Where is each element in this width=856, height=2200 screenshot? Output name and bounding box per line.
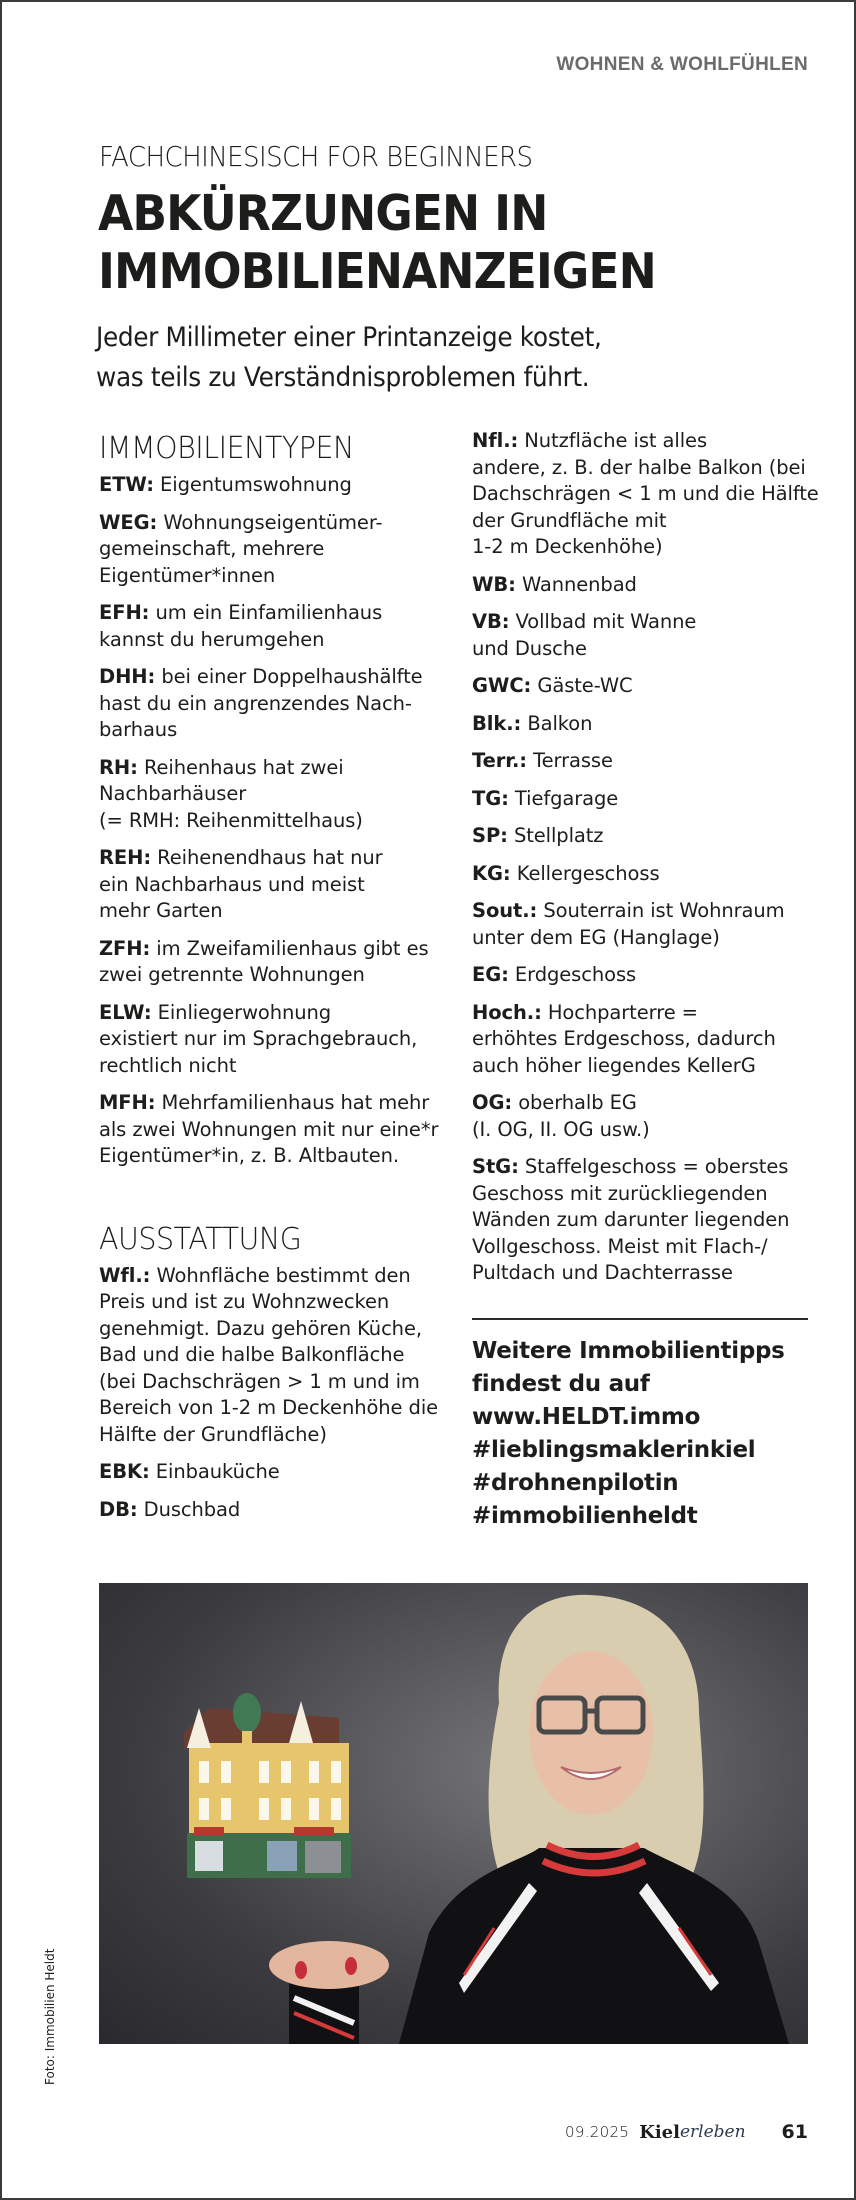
article-headline [98,185,786,301]
glossary-abbreviation: Blk.: [472,711,522,735]
glossary-entry-line [472,673,812,700]
promo-hashtag[interactable]: #lieblingsmaklerinkiel [472,1437,756,1463]
glossary-definition: Hälfte der Grundfläche) [99,1422,327,1446]
glossary-entry-line [99,1053,469,1080]
glossary-abbreviation: DB: [99,1497,138,1521]
glossary-definition: Tiefgarage [508,786,619,810]
glossary-abbreviation: Hoch.: [472,1000,542,1024]
glossary-list-immobilientypen [99,472,469,1170]
promo-hashtag[interactable]: #immobilienheldt [472,1503,698,1529]
glossary-definition: (I. OG, II. OG usw.) [472,1117,650,1141]
page-footer [565,2117,808,2147]
glossary-entry-line [472,748,812,775]
promo-link-website[interactable]: www.HELDT.immo [472,1404,701,1430]
left-column [99,430,469,1534]
glossary-entry-line [99,536,469,563]
glossary-entry-line [472,609,812,636]
glossary-entry-line [99,845,469,872]
article-lede [96,318,777,398]
glossary-entry [472,1154,812,1287]
glossary-entry [472,861,812,888]
glossary-abbreviation: RH: [99,755,138,779]
glossary-entry [99,1459,469,1486]
glossary-list-right [472,428,819,1287]
glossary-abbreviation: Sout.: [472,899,538,922]
glossary-abbreviation: EBK: [99,1460,150,1483]
glossary-entry-line [99,600,469,627]
glossary-entry-line [99,1497,469,1524]
glossary-entry-line [472,1207,812,1234]
glossary-entry [472,898,812,951]
glossary-abbreviation: DHH: [99,665,156,688]
glossary-entry-line [472,962,812,989]
glossary-entry-line [99,755,469,782]
glossary-definition: Dachschrägen < 1 m und die Hälfte [472,482,819,505]
glossary-definition: Eigentumswohnung [153,473,352,496]
glossary-entry-line [472,455,812,482]
glossary-definition: auch höher liegendes KellerG [472,1053,756,1077]
glossary-entry-line [472,1090,812,1117]
promo-hashtag[interactable]: #drohnenpilotin [472,1470,679,1496]
glossary-entry-line [472,1260,812,1287]
glossary-entry-line [99,962,469,989]
glossary-definition: unter dem EG (Hanglage) [472,925,720,949]
glossary-definition: barhaus [99,718,178,741]
promo-line: findest du auf [472,1371,650,1397]
glossary-definition: der Grundfläche mit [472,508,667,532]
glossary-definition: 1-2 m Deckenhöhe) [472,535,663,558]
glossary-entry [472,1000,812,1080]
glossary-entry [99,936,469,989]
glossary-entry [99,755,469,835]
glossary-entry-line [99,872,469,899]
headline-line: ABKÜRZUNGEN IN [98,185,548,242]
glossary-entry-line [99,563,469,590]
glossary-abbreviation: VB: [472,610,510,633]
glossary-definition: Einbauküche [149,1460,280,1483]
glossary-abbreviation: GWC: [472,674,532,697]
glossary-abbreviation: ETW: [99,473,154,496]
glossary-definition: Mehrfamilienhaus hat mehr [155,1091,430,1114]
glossary-entry-line [472,1026,812,1053]
glossary-entry-line [99,936,469,963]
glossary-entry [472,609,812,662]
glossary-definition: Vollgeschoss. Meist mit Flach-/ [472,1234,768,1258]
glossary-entry-line [472,1234,812,1261]
glossary-entry-line [472,481,819,508]
glossary-definition: Staffelgeschoss = oberstes [518,1155,789,1178]
glossary-definition: Terrasse [527,749,613,772]
glossary-entry-line [472,711,812,738]
glossary-definition: mehr Garten [99,899,223,922]
glossary-entry-line [472,636,812,663]
glossary-definition: Erdgeschoss [508,963,637,986]
glossary-entry [472,962,812,989]
glossary-abbreviation: ELW: [99,1000,152,1024]
glossary-abbreviation: REH: [99,846,152,869]
glossary-entry-line [99,1289,469,1316]
glossary-entry-line [472,1181,812,1208]
glossary-definition: andere, z. B. der halbe Balkon (bei [472,455,806,479]
section-heading-ausstattung: AUSSTATTUNG [99,1221,302,1257]
glossary-definition: Eigentümer*innen [99,563,276,587]
glossary-definition: im Zweifamilienhaus gibt es [150,936,429,960]
photo-illustration [99,1583,808,2044]
glossary-abbreviation: TG: [472,786,509,810]
glossary-entry-line [99,1000,469,1027]
glossary-definition: rechtlich nicht [99,1053,237,1077]
glossary-entry-line [472,534,812,561]
glossary-definition: gemeinschaft, mehrere [99,537,325,560]
glossary-definition: Bad und die halbe Balkonfläche [99,1343,405,1366]
glossary-definition: Hochparterre = [541,1000,698,1024]
glossary-definition: Nutzfläche ist alles [518,429,707,452]
glossary-definition: oberhalb EG [512,1091,637,1114]
glossary-entry [99,600,469,653]
glossary-definition: existiert nur im Sprachgebrauch, [99,1027,418,1050]
section-rubric: WOHNEN & WOHLFÜHLEN [556,54,808,75]
glossary-entry [472,1090,812,1143]
glossary-entry-line [99,1459,469,1486]
portrait-photo [99,1583,808,2044]
glossary-entry-line [99,1369,469,1396]
glossary-entry [99,1263,469,1449]
glossary-entry [472,786,812,813]
glossary-entry-line [99,1117,469,1144]
glossary-entry-line [99,1090,469,1117]
section-heading-immobilientypen: IMMOBILIENTYPEN [99,431,354,466]
glossary-entry-line [472,1154,812,1181]
glossary-entry-line [472,823,812,850]
glossary-definition: erhöhtes Erdgeschoss, dadurch [472,1027,776,1050]
glossary-entry-line [99,781,469,808]
glossary-entry-line [99,510,469,537]
glossary-entry-line [472,1000,812,1027]
glossary-entry [99,845,469,925]
right-column [472,428,819,1298]
glossary-entry-line [472,898,812,925]
glossary-entry-line [99,627,469,654]
glossary-abbreviation: Wfl.: [99,1263,151,1287]
glossary-definition: Wohnfläche bestimmt den [150,1263,411,1287]
glossary-definition: ein Nachbarhaus und meist [99,872,365,896]
magazine-logo-script: erleben [679,2122,746,2142]
glossary-entry [472,823,812,850]
glossary-abbreviation: Terr.: [472,749,527,772]
glossary-definition: um ein Einfamilienhaus [149,601,383,624]
glossary-entry [99,472,469,499]
glossary-abbreviation: Nfl.: [472,429,519,452]
glossary-definition: als zwei Wohnungen mit nur eine*r [99,1117,439,1141]
glossary-abbreviation: EG: [472,963,509,986]
glossary-definition: und Dusche [472,636,587,660]
glossary-abbreviation: StG: [472,1155,519,1178]
glossary-definition: Geschoss mit zurückliegenden [472,1181,768,1205]
glossary-abbreviation: OG: [472,1091,513,1114]
glossary-entry [99,1090,469,1170]
glossary-entry-line [99,1026,469,1053]
glossary-definition: Wänden zum darunter liegenden [472,1208,790,1231]
glossary-entry [99,1497,469,1524]
glossary-entry-line [99,1395,469,1422]
glossary-definition: Reihenendhaus hat nur [151,846,383,869]
glossary-definition: kannst du herumgehen [99,627,325,651]
glossary-entry-line [472,1053,812,1080]
glossary-entry [472,572,812,599]
photo-credit: Foto: Immobilien Heldt [43,1948,57,2085]
glossary-definition: Einliegerwohnung [151,1000,332,1024]
glossary-definition: Pultdach und Dachterrasse [472,1261,733,1284]
glossary-definition: genehmigt. Dazu gehören Küche, [99,1316,422,1340]
glossary-entry-line [99,1316,469,1343]
glossary-entry-line [472,428,812,455]
glossary-definition: Nachbarhäuser [99,782,247,805]
lede-line: was teils zu Verständnisproblemen führt. [96,362,590,393]
glossary-definition: Wannenbad [515,572,637,596]
glossary-entry-line [99,717,469,744]
photo-hand [269,1941,389,1989]
glossary-abbreviation: ZFH: [99,936,151,960]
section-spacer [99,1181,469,1221]
glossary-abbreviation: MFH: [99,1091,156,1114]
glossary-entry-line [472,508,812,535]
glossary-entry-line [472,1117,812,1144]
glossary-definition: Eigentümer*in, z. B. Altbauten. [99,1144,400,1167]
glossary-entry-line [472,786,812,813]
page-number: 61 [781,2121,808,2143]
glossary-abbreviation: SP: [472,824,508,847]
glossary-abbreviation: WEG: [99,510,158,534]
glossary-entry [472,748,812,775]
glossary-entry-line [99,691,469,718]
photo-sweater [399,1848,789,2044]
glossary-entry [99,664,469,744]
headline-line: IMMOBILIENANZEIGEN [98,243,656,300]
glossary-entry [472,428,819,561]
glossary-definition: Preis und ist zu Wohnzwecken [99,1290,390,1313]
glossary-abbreviation: KG: [472,861,511,885]
article-kicker: FACHCHINESISCH FOR BEGINNERS [99,140,533,173]
glossary-definition: Duschbad [137,1497,241,1521]
glossary-definition: hast du ein angrenzendes Nach- [99,691,412,715]
glossary-definition: Souterrain ist Wohnraum [537,899,785,922]
glossary-definition: Kellergeschoss [510,861,660,885]
glossary-abbreviation: EFH: [99,601,150,624]
lede-line: Jeder Millimeter einer Printanzeige kostet, [96,322,602,353]
glossary-entry-line [99,664,469,691]
glossary-definition: (= RMH: Reihenmittelhaus) [99,808,363,832]
glossary-definition: Bereich von 1-2 m Deckenhöhe die [99,1396,439,1419]
divider-line [472,1318,808,1320]
glossary-entry-line [99,1143,469,1170]
glossary-entry-line [99,472,469,499]
glossary-definition: zwei getrennte Wohnungen [99,963,365,986]
glossary-entry-line [472,925,812,952]
issue-date: 09.2025 [565,2123,630,2141]
promo-block [472,1335,812,1533]
photo-model-house [184,1693,351,1878]
glossary-definition: (bei Dachschrägen > 1 m und im [99,1369,420,1393]
glossary-definition: Reihenhaus hat zwei [137,755,344,779]
glossary-entry-line [99,898,469,925]
glossary-entry [99,510,469,590]
glossary-list-ausstattung [99,1263,469,1524]
magazine-logo-bold: Kiel [639,2121,680,2143]
glossary-entry-line [99,1342,469,1369]
glossary-entry-line [99,1263,469,1290]
glossary-entry [472,711,812,738]
glossary-definition: bei einer Doppelhaushälfte [155,665,423,688]
glossary-definition: Vollbad mit Wanne [509,610,697,633]
promo-line: Weitere Immobilientipps [472,1338,785,1364]
glossary-abbreviation: WB: [472,572,516,596]
glossary-entry [99,1000,469,1080]
glossary-entry-line [99,1422,469,1449]
glossary-definition: Balkon [521,711,593,735]
glossary-entry-line [472,861,812,888]
glossary-entry-line [99,808,469,835]
glossary-entry-line [472,572,812,599]
glossary-definition: Wohnungseigentümer- [157,510,383,534]
glossary-definition: Gäste-WC [531,674,633,697]
glossary-entry [472,673,812,700]
glossary-definition: Stellplatz [507,824,604,847]
